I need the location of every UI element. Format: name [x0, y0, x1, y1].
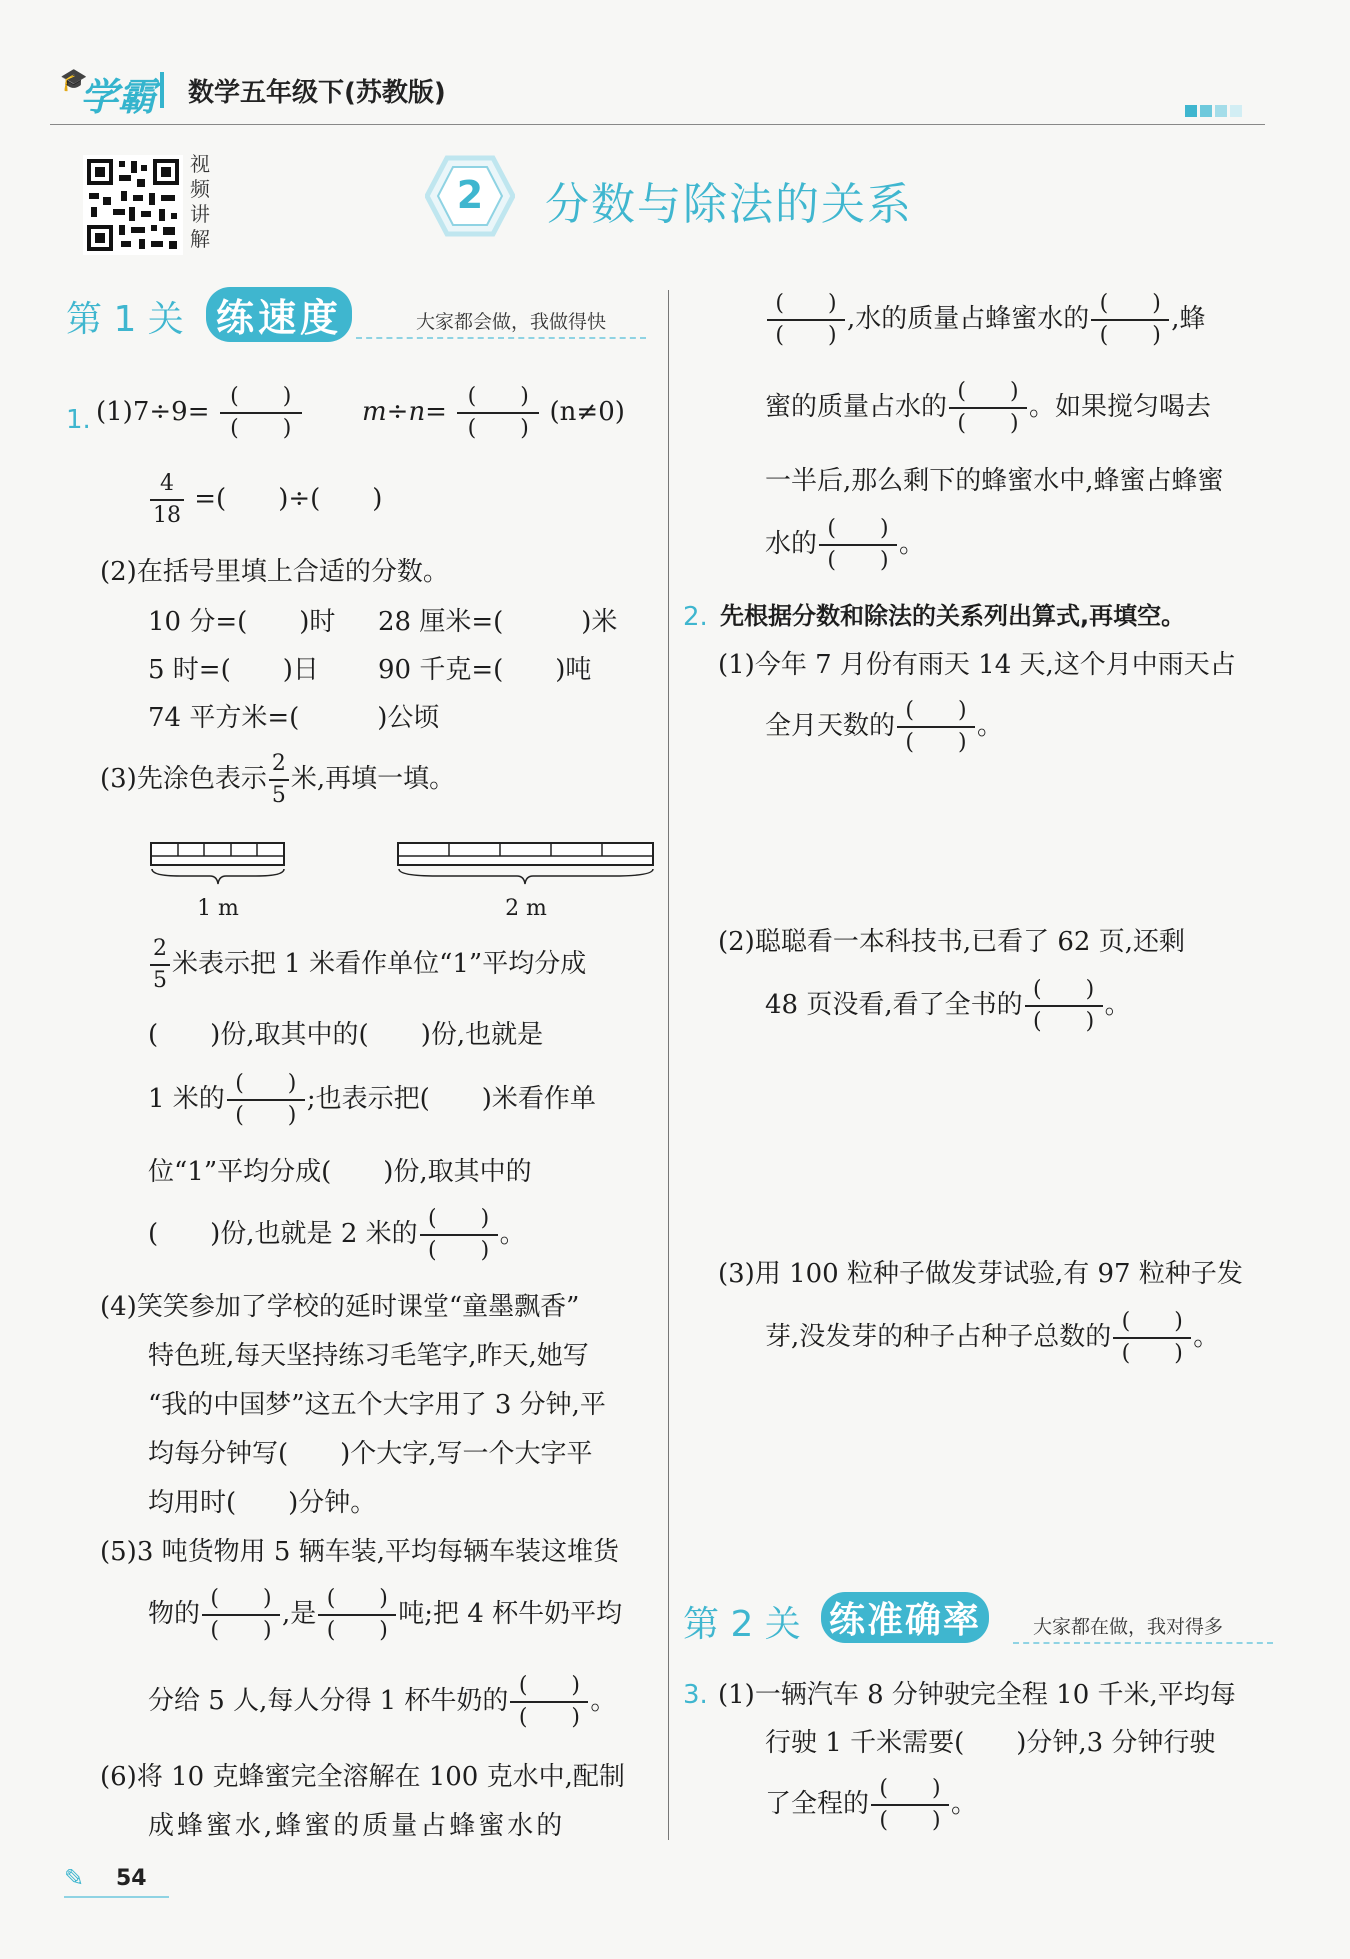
- period: 。: [590, 1686, 617, 1716]
- blank-fraction[interactable]: $\frac{( )}{( )}$: [871, 1775, 949, 1835]
- graduation-cap-icon: 🎓: [60, 68, 88, 93]
- q1-6-text-c: 蜜的质量占水的: [765, 392, 948, 422]
- q2-3-line2: [765, 1308, 1219, 1368]
- q3-1-line3: [765, 1775, 977, 1835]
- blank-fraction[interactable]: $\frac{( )}{( )}$: [767, 290, 845, 350]
- blank-fraction[interactable]: $\frac{( )}{( )}$: [318, 1585, 396, 1645]
- q2-3-line1: (3)用 100 粒种子做发芽试验,有 97 粒种子发: [718, 1259, 1243, 1289]
- q1-6-cont-line1: [765, 290, 1206, 350]
- q1-3-text-b: 米,再填一填。: [290, 764, 456, 794]
- question-2-prompt: 先根据分数和除法的关系列出算式,再填空。: [720, 602, 1186, 630]
- ruler-1m-label: 1 m: [197, 896, 239, 921]
- q1-3-line3: [148, 1070, 596, 1130]
- q1-4-line2: 特色班,每天坚持练习毛笔字,昨天,她写: [148, 1341, 589, 1371]
- blank-fraction[interactable]: $\frac{( )}{( )}$: [897, 697, 975, 757]
- q1-3-line1: [148, 935, 586, 995]
- question-3-number: 3.: [683, 1680, 708, 1710]
- q1-3-line2[interactable]: ( )份,取其中的( )份,也就是: [148, 1020, 544, 1050]
- q1-6-cont-line2: [765, 378, 1211, 438]
- q2-2-line2: [765, 976, 1131, 1036]
- q1-3-line4[interactable]: 位“1”平均分成( )份,取其中的: [148, 1157, 532, 1187]
- q1-4-line1: (4)笑笑参加了学校的延时课堂“童墨飘香”: [100, 1292, 580, 1322]
- blank-fraction[interactable]: $\frac{( )}{( )}$: [949, 378, 1027, 438]
- q1-4-line4[interactable]: 均每分钟写( )个大字,写一个大字平: [148, 1439, 593, 1469]
- q1-part2-heading: (2)在括号里填上合适的分数。: [100, 557, 449, 587]
- period: 。: [977, 711, 1004, 741]
- blank-fraction[interactable]: $\frac{( )}{( )}$: [457, 383, 539, 443]
- q2-3-text: 芽,没发芽的种子占种子总数的: [765, 1322, 1112, 1352]
- page-number: 54: [116, 1866, 147, 1891]
- level2-prefix: 第 2 关: [683, 1604, 801, 1645]
- q1-3-line5: [148, 1205, 526, 1265]
- blank-fraction[interactable]: $\frac{( )}{( )}$: [1091, 290, 1169, 350]
- lesson-number: 2: [456, 173, 484, 217]
- q1-part1-row-c: [148, 470, 382, 530]
- ruler-1m[interactable]: [150, 842, 286, 922]
- header-squares: [1185, 102, 1242, 121]
- level2-note: 大家都在做，我对得多: [1033, 1616, 1224, 1638]
- period: 。: [1104, 990, 1131, 1020]
- q1-1-expr-a: (1)7÷9=: [96, 397, 210, 427]
- pencil-icon: ✎: [64, 1864, 85, 1892]
- q2-1-answer-area[interactable]: [718, 790, 1278, 910]
- header: [50, 58, 1270, 128]
- blank-fraction[interactable]: $\frac{( )}{( )}$: [1025, 976, 1103, 1036]
- q1-4-line5[interactable]: 均用时( )分钟。: [148, 1488, 377, 1518]
- q1-5-line2: [148, 1585, 622, 1645]
- blank-fraction[interactable]: $\frac{( )}{( )}$: [220, 383, 302, 443]
- q1-2-line1-b[interactable]: 28 厘米=( )米: [378, 607, 618, 637]
- period: 。: [899, 529, 926, 559]
- q1-4-line3: “我的中国梦”这五个大字用了 3 分钟,平: [148, 1390, 606, 1420]
- q1-part1-row: [96, 383, 304, 443]
- blank-fraction[interactable]: $\frac{( )}{( )}$: [1113, 1308, 1191, 1368]
- header-rule: [50, 124, 1265, 125]
- q1-6-line1: (6)将 10 克蜂蜜完全溶解在 100 克水中,配制: [100, 1762, 625, 1792]
- lesson-badge: [425, 155, 515, 237]
- question-1-number: 1.: [66, 405, 91, 435]
- ruler-2m-label: 2 m: [505, 896, 547, 921]
- q2-2-answer-area[interactable]: [718, 1070, 1278, 1230]
- q2-1-line2: [765, 697, 1003, 757]
- q1-3-body-1: 米表示把 1 米看作单位“1”平均分成: [172, 949, 587, 979]
- q3-1-text: 了全程的: [765, 1789, 870, 1819]
- q1-6-text-b: ,蜂: [1171, 304, 1206, 334]
- fraction-2-5: $\frac{2}{5}$: [269, 750, 289, 810]
- period: 。: [951, 1789, 978, 1819]
- q1-6-cont-line3: 一半后,那么剩下的蜂蜜水中,蜂蜜占蜂蜜: [765, 466, 1224, 496]
- q1-5-line3: [148, 1672, 616, 1732]
- q1-3-text-a: (3)先涂色表示: [100, 764, 267, 794]
- blank-fraction[interactable]: $\frac{( )}{( )}$: [819, 515, 897, 575]
- level2-banner: [683, 1590, 1273, 1650]
- blank-fraction[interactable]: $\frac{( )}{( )}$: [227, 1070, 305, 1130]
- q2-2-text: 48 页没看,看了全书的: [765, 990, 1023, 1020]
- q1-5-line1: (5)3 吨货物用 5 辆车装,平均每辆车装这堆货: [100, 1537, 619, 1567]
- q1-5-text-d: 分给 5 人,每人分得 1 杯牛奶的: [148, 1686, 509, 1716]
- q1-part3-heading: [100, 750, 455, 810]
- q2-1-text: 全月天数的: [765, 711, 896, 741]
- footer: [64, 1862, 174, 1898]
- q3-1-line2[interactable]: 行驶 1 千米需要( )分钟,3 分钟行驶: [765, 1728, 1216, 1758]
- column-divider: [668, 290, 669, 1840]
- fraction-4-18: $\frac{4}{18}$: [150, 470, 184, 530]
- level1-underline: [356, 337, 646, 339]
- book-subtitle: 数学五年级下(苏教版): [188, 78, 446, 108]
- q1-2-line3[interactable]: 74 平方米=( )公顷: [148, 703, 440, 733]
- footer-rule: [64, 1896, 169, 1898]
- q1-1-division-blank[interactable]: =( )÷( ): [194, 484, 383, 514]
- q1-5-text-a: 物的: [148, 1599, 201, 1629]
- q1-3-body-3a: 1 米的: [148, 1084, 225, 1114]
- q1-6-line2: 成蜂蜜水,蜂蜜的质量占蜂蜜水的: [148, 1811, 566, 1841]
- level1-prefix: 第 1 关: [66, 299, 184, 340]
- level2-badge: 练准确率: [821, 1592, 989, 1643]
- blank-fraction[interactable]: $\frac{( )}{( )}$: [202, 1585, 280, 1645]
- brand-logo: 学霸: [80, 75, 157, 119]
- q1-6-cont-line4: [765, 515, 925, 575]
- q1-2-line1-a[interactable]: 10 分=( )时: [148, 607, 336, 637]
- q1-3-body-5[interactable]: ( )份,也就是 2 米的: [148, 1219, 418, 1249]
- lesson-title: 分数与除法的关系: [545, 179, 913, 230]
- q1-2-line2-b[interactable]: 90 千克=( )吨: [378, 655, 592, 685]
- period: 。: [499, 1219, 526, 1249]
- q1-6-text-e: 水的: [765, 529, 818, 559]
- qr-code[interactable]: [83, 155, 183, 255]
- fraction-2-5: $\frac{2}{5}$: [150, 935, 170, 995]
- q1-5-text-b: ,是: [282, 1599, 317, 1629]
- period: 。: [1193, 1322, 1220, 1352]
- q2-2-line1: (2)聪聪看一本科技书,已看了 62 页,还剩: [718, 927, 1185, 957]
- q1-part1-row-b: [362, 383, 625, 443]
- level1-note: 大家都会做，我做得快: [416, 311, 607, 333]
- level1-banner: [66, 285, 646, 345]
- q1-5-text-c: 吨;把 4 杯牛奶平均: [398, 1599, 623, 1629]
- q1-6-text-a: ,水的质量占蜂蜜水的: [847, 304, 1090, 334]
- ruler-2m[interactable]: [397, 842, 655, 922]
- qr-code-icon: [83, 155, 183, 255]
- q1-3-body-3b[interactable]: ;也表示把( )米看作单: [306, 1084, 596, 1114]
- level2-underline: [1013, 1642, 1273, 1644]
- q1-6-text-d: 。如果搅匀喝去: [1029, 392, 1212, 422]
- q3-1-line1: (1)一辆汽车 8 分钟驶完全程 10 千米,平均每: [718, 1680, 1236, 1710]
- question-2-number: 2.: [683, 602, 708, 632]
- q1-1-condition: (n≠0): [549, 397, 625, 427]
- q2-1-line1: (1)今年 7 月份有雨天 14 天,这个月中雨天占: [718, 650, 1236, 680]
- logo-divider: [160, 72, 164, 108]
- level1-badge: 练速度: [206, 287, 352, 342]
- blank-fraction[interactable]: $\frac{( )}{( )}$: [510, 1672, 588, 1732]
- q1-2-line2-a[interactable]: 5 时=( )日: [148, 655, 319, 685]
- q1-1-expr-b: m÷n=: [362, 397, 447, 427]
- qr-label: 视频讲解: [190, 152, 210, 251]
- blank-fraction[interactable]: $\frac{( )}{( )}$: [420, 1205, 498, 1265]
- q2-3-answer-area[interactable]: [718, 1400, 1278, 1570]
